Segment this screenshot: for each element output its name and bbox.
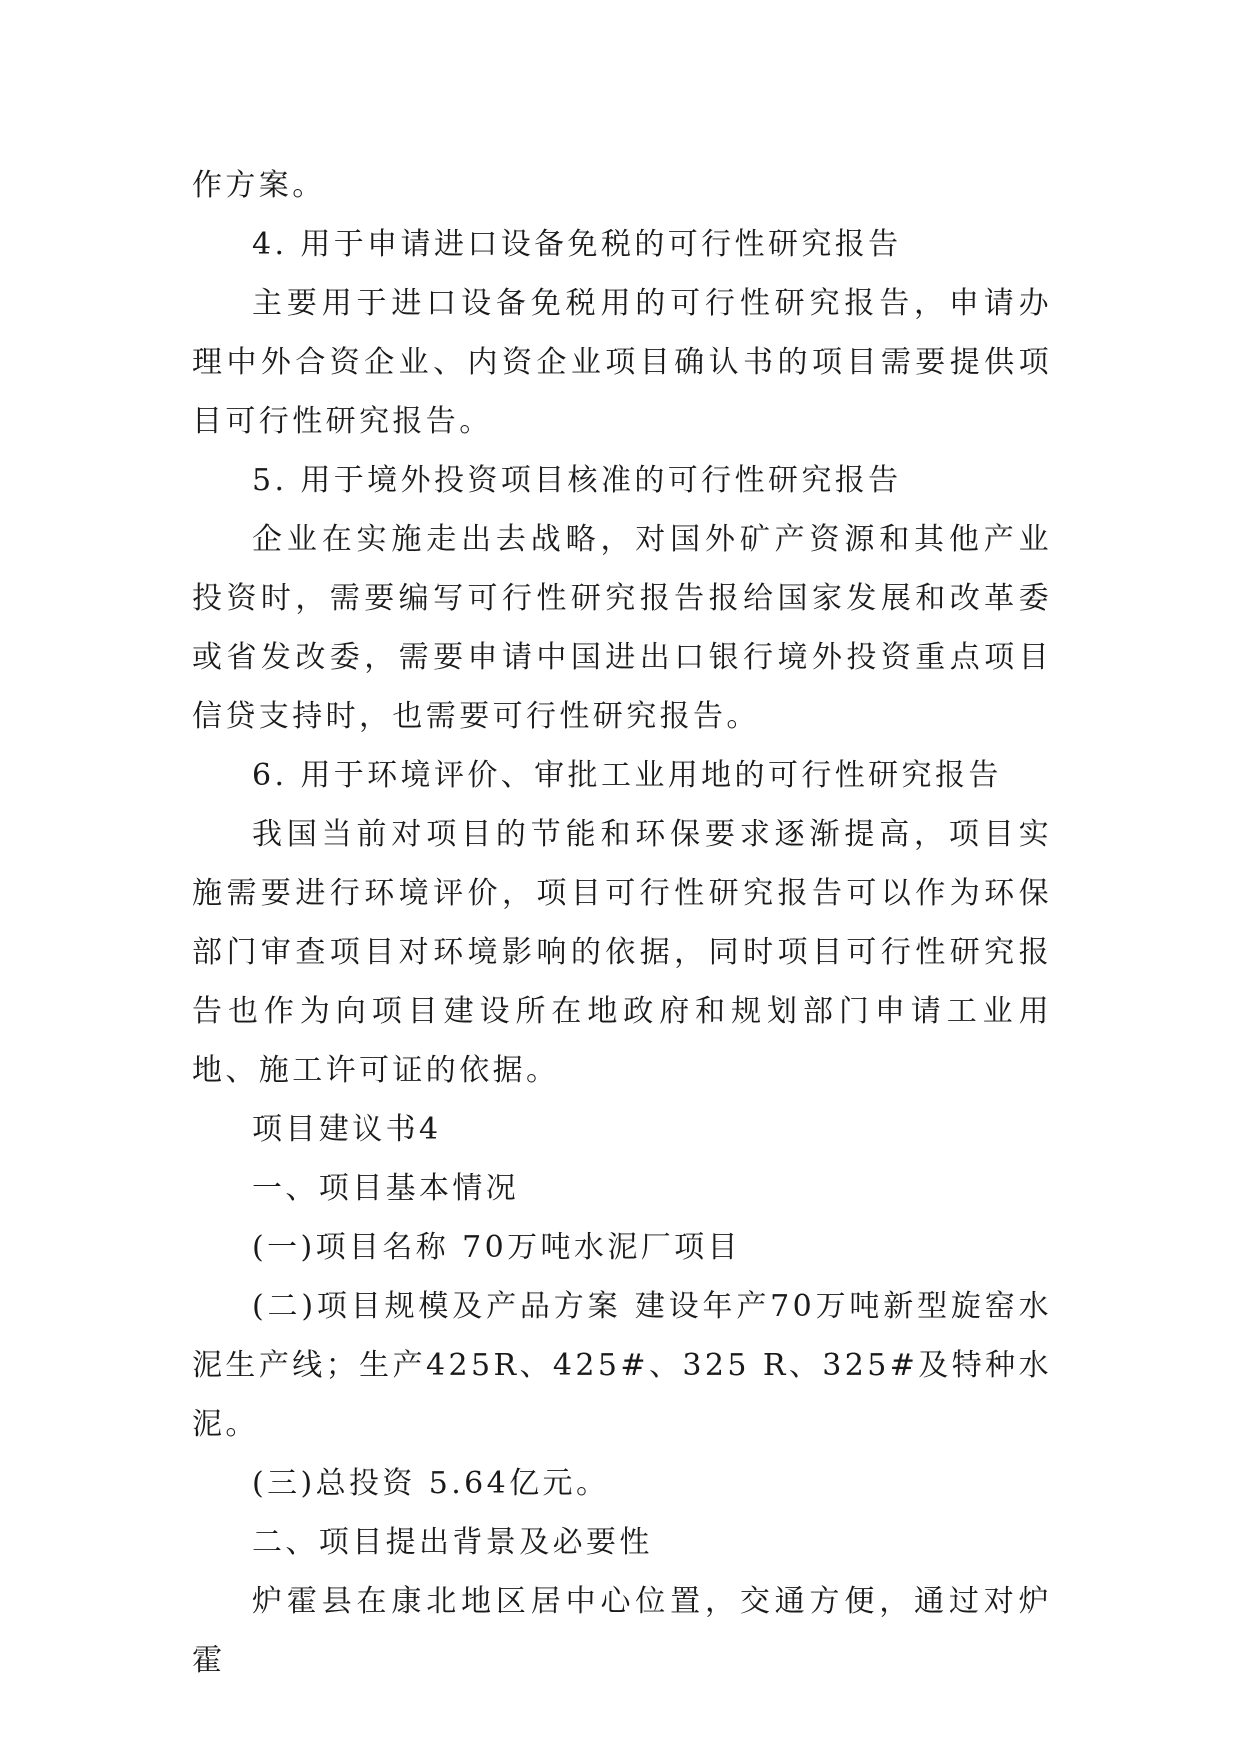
- section-heading-4: 4. 用于申请进口设备免税的可行性研究报告: [252, 227, 902, 262]
- section-heading-background: 二、项目提出背景及必要性: [252, 1525, 653, 1560]
- paragraph-continuation: 作方案。: [192, 168, 326, 203]
- section-heading-6: 6. 用于环境评价、审批工业用地的可行性研究报告: [252, 758, 1002, 793]
- paragraph: 主要用于进口设备免税用的可行性研究报告，申请办理中外合资企业、内资企业项目确认书的项目需要提供项目可行性研究报告。: [192, 286, 1052, 439]
- paragraph: 企业在实施走出去战略，对国外矿产资源和其他产业投资时，需要编写可行性研究报告报给国家发展和改革委或省发改委，需要申请中国进出口银行境外投资重点项目信贷支持时，也需要可行性研究报告。: [192, 522, 1052, 734]
- section-heading-basic-info: 一、项目基本情况: [252, 1171, 520, 1206]
- paragraph: 我国当前对项目的节能和环保要求逐渐提高，项目实施需要进行环境评价，项目可行性研究报告可以作为环保部门审查项目对环境影响的依据，同时项目可行性研究报告也作为向项目建设所在地政府和规划部门申请工业用地、施工许可证的依据。: [192, 817, 1052, 1088]
- document-body: [192, 156, 1052, 1690]
- section-heading-5: 5. 用于境外投资项目核准的可行性研究报告: [252, 463, 902, 498]
- item-project-scale: (二)项目规模及产品方案 建设年产70万吨新型旋窑水泥生产线；生产425R、425#、325 R、325#及特种水泥。: [192, 1289, 1052, 1442]
- item-total-investment: (三)总投资 5.64亿元。: [252, 1466, 610, 1501]
- paragraph: 炉霍县在康北地区居中心位置，交通方便，通过对炉霍: [192, 1584, 1052, 1678]
- item-project-name: (一)项目名称 70万吨水泥厂项目: [252, 1230, 741, 1265]
- document-subtitle: 项目建议书4: [252, 1112, 442, 1147]
